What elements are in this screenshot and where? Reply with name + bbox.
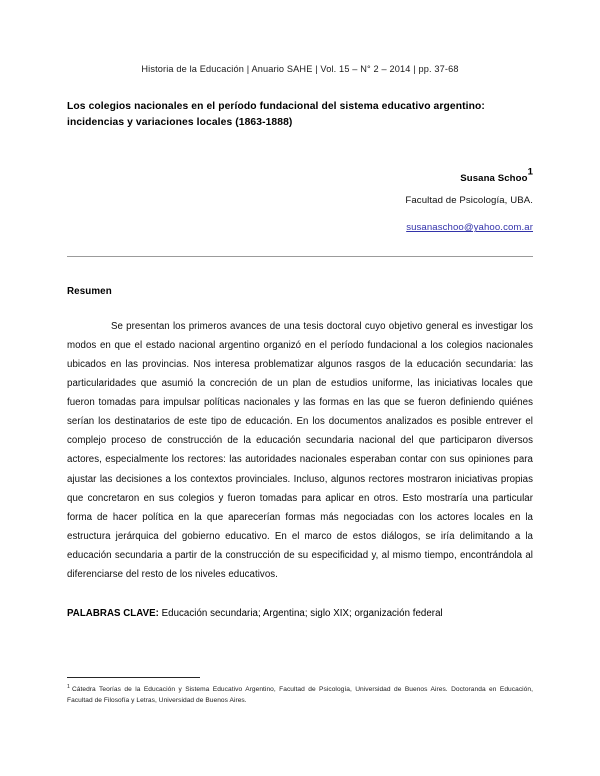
header-divider xyxy=(67,256,533,257)
author-name-line xyxy=(67,161,533,192)
keywords-line xyxy=(67,605,533,623)
keywords-label: PALABRAS CLAVE: xyxy=(67,608,159,620)
footnote xyxy=(67,684,533,707)
footnote-area xyxy=(67,677,533,707)
footnote-marker: 1 xyxy=(67,683,70,690)
title-block xyxy=(67,99,533,132)
running-head: Historia de la Educación | Anuario SAHE | Vol. 15 – N° 2 – 2014 | pp. 37-68 xyxy=(141,64,459,74)
author-block xyxy=(67,161,533,242)
footnote-divider xyxy=(67,677,200,678)
author-affiliation: Facultad de Psicología, UBA. xyxy=(405,194,533,206)
page-title: Los colegios nacionales en el período fundacional del sistema educativo argentino: incidencias y variaciones locales (1863-1888) xyxy=(67,101,485,129)
abstract-body: Se presentan los primeros avances de una tesis doctoral cuyo objetivo general es investigar los modos en que el estado nacional argentino organizó en el período fundacional a los colegios nacionales ubicados en las provincias. Nos interesa problematizar algunos rasgos de la educación secundaria: las particularidades que asumió la concreción de un plan de estudios uniforme, las iniciativas locales que fueron tomadas para impulsar políticas nacionales y las formas en las que se fueron definiendo quiénes serían los destinatarios de este tipo de educación. En los documentos analizados es posible entrever el complejo proceso de construcción de la educación secundaria nacional del que participaron diversos actores, especialmente los rectores: las autoridades nacionales esperaban contar con sus opiniones para ajustar las decisiones a los contextos provinciales. Incluso, algunos rectores mostraron iniciativas propias que concretaron en sus colegios y fueron tomadas para aplicar en otros. Esto mostraría una particular forma de hacer política en la que aparecerían formas más negociadas con los actores locales en la estructura jerárquica del gobierno educativo. En el marco de estos diálogos, se iría delimitando a la educación secundaria a partir de la construcción de su especificidad y, al mismo tiempo, encontrándola al diferenciarse del resto de los niveles educativos. xyxy=(67,320,533,581)
author-email-link[interactable]: susanaschoo@yahoo.com.ar xyxy=(406,222,533,234)
footnote-text: Cátedra Teorías de la Educación y Sistema Educativo Argentino, Facultad de Psicología, Universidad de Buenos Aires. Doctoranda en Educación, Facultad de Filosofía y Letras, Universidad de Buenos Aires. xyxy=(67,686,533,705)
abstract-heading: Resumen xyxy=(67,285,112,297)
author-footnote-marker: 1 xyxy=(527,166,533,178)
keywords-value: Educación secundaria; Argentina; siglo XIX; organización federal xyxy=(158,608,443,620)
author-name: Susana Schoo xyxy=(460,172,528,184)
author-email-line xyxy=(67,210,533,241)
